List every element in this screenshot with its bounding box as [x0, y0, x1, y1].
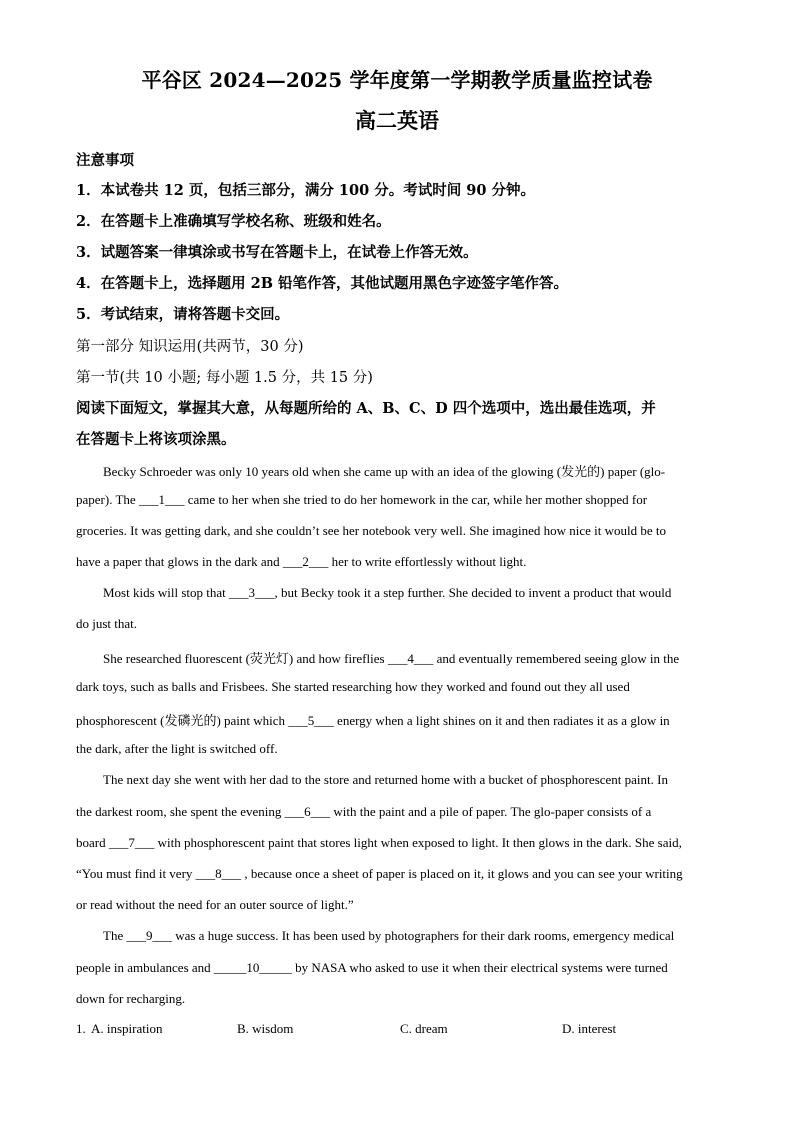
option-b: B. wisdom [237, 1021, 294, 1036]
notice-heading: 注意事项 [76, 152, 134, 169]
passage-line: The ___9___ was a huge success. It has been used by photographers for their dark rooms, emergency medical [103, 928, 675, 943]
question-number: 1. [76, 1021, 86, 1036]
blank-5: ___5___ [288, 713, 334, 728]
blank-8: ___8___ [195, 866, 242, 881]
passage-line: Becky Schroeder was only 10 years old when she came up with an idea of the glowing (发光的) paper (glo- [103, 464, 666, 479]
subsection-heading: 第一节(共 10 小题; 每小题 1.5 分，共 15 分) [76, 370, 373, 386]
passage-line: or read without the need for an outer source of light.” [76, 897, 354, 912]
blank-1: ___1___ [138, 492, 185, 507]
notice-item: 3．试题答案一律填涂或书写在答题卡上，在试卷上作答无效。 [76, 244, 478, 261]
instruction-line: 阅读下面短文，掌握其大意，从每题所给的 A、B、C、D 四个选项中，选出最佳选项，并 [76, 400, 656, 417]
passage-line: do just that. [76, 616, 138, 631]
blank-6: ___6___ [284, 804, 331, 819]
option-a: A. inspiration [91, 1021, 163, 1036]
option-d: D. interest [562, 1021, 617, 1036]
instruction-line: 在答题卡上将该项涂黑。 [76, 431, 236, 448]
passage-line: people in ambulances and _____10_____ by NASA who asked to use it when their electrical systems were turned [76, 960, 668, 975]
passage-line: Most kids will stop that ___3___, but Becky took it a step further. She decided to invent a product that would [103, 585, 672, 600]
passage-line: board ___7___ with phosphorescent paint that stores light when exposed to light. It then glows in the dark. She said, [76, 835, 682, 850]
passage-line: dark toys, such as balls and Frisbees. She started researching how they worked and found out they all used [76, 679, 630, 694]
passage-line: the dark, after the light is switched off. [76, 741, 278, 756]
subject-title: 高二英语 [355, 108, 439, 133]
option-c: C. dream [400, 1021, 448, 1036]
passage-line: paper). The ___1___ came to her when she tried to do her homework in the car, while her mother shopped for [76, 492, 648, 507]
passage-line: groceries. It was getting dark, and she couldn’t see her notebook very well. She imagined how nice it would be to [76, 523, 667, 538]
passage-line: The next day she went with her dad to the store and returned home with a bucket of phosphorescent paint. In [103, 772, 668, 787]
notice-item: 1．本试卷共 12 页，包括三部分，满分 100 分。考试时间 90 分钟。 [76, 182, 535, 199]
exam-title: 平谷区 2024—2025 学年度第一学期教学质量监控试卷 [141, 68, 653, 92]
passage-line: “You must find it very ___8___ , because once a sheet of paper is placed on it, it glows and you can see your writing [76, 866, 683, 881]
passage-line: phosphorescent (发磷光的) paint which ___5___ energy when a light shines on it and then radiates it as a glow in [76, 713, 670, 728]
blank-10: _____10_____ [213, 960, 292, 975]
notice-item: 4．在答题卡上，选择题用 2B 铅笔作答，其他试题用黑色字迹签字笔作答。 [76, 275, 569, 292]
notice-item: 5．考试结束，请将答题卡交回。 [76, 306, 290, 323]
part-heading: 第一部分 知识运用(共两节，30 分) [76, 339, 304, 355]
passage-line: She researched fluorescent (荧光灯) and how fireflies ___4___ and eventually remembered seeing glow in the [103, 651, 680, 666]
passage-line: down for recharging. [76, 991, 186, 1006]
passage-line: the darkest room, she spent the evening ___6___ with the paint and a pile of paper. The glo-paper consists of a [76, 804, 652, 819]
blank-7: ___7___ [108, 835, 155, 850]
passage-line: have a paper that glows in the dark and ___2___ her to write effortlessly without light. [76, 554, 527, 569]
blank-9: ___9___ [126, 928, 172, 943]
blank-3: ___3___ [229, 585, 275, 600]
notice-item: 2．在答题卡上准确填写学校名称、班级和姓名。 [76, 213, 391, 230]
blank-4: ___4___ [387, 651, 434, 666]
blank-2: ___2___ [282, 554, 329, 569]
